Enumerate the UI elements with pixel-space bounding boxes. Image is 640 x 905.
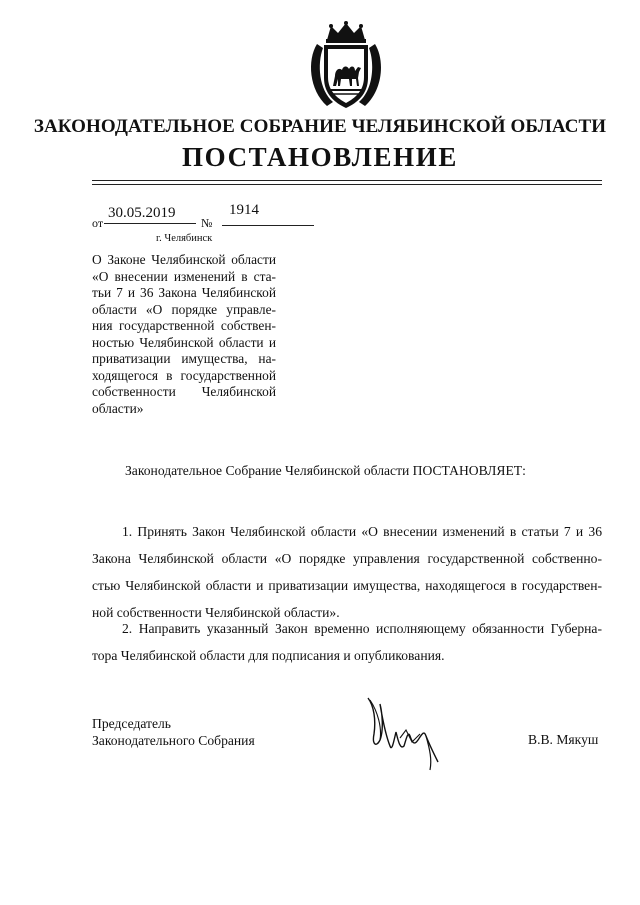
signatory-title — [92, 715, 255, 749]
number-prefix: № — [201, 216, 213, 230]
resolution-item-1 — [92, 518, 602, 626]
number-underline — [222, 225, 314, 226]
resolution-item-2 — [92, 615, 602, 669]
item-line: тора Челябинской области для подписания и опубликования. — [92, 648, 445, 663]
header-rule-thin — [92, 184, 602, 185]
subject-line: области» — [92, 400, 144, 416]
subject-line: О Законе Челябинской области — [92, 252, 276, 267]
document-subject — [92, 252, 276, 417]
handwritten-signature-icon — [360, 690, 444, 774]
city: г. Челябинск — [156, 233, 213, 244]
subject-line: собственности Челябинской — [92, 384, 276, 399]
assembly-name: ЗАКОНОДАТЕЛЬНОЕ СОБРАНИЕ ЧЕЛЯБИНСКОЙ ОБЛАСТИ — [33, 116, 607, 137]
date-underline — [104, 223, 196, 224]
subject-line: области «О порядке управле- — [92, 301, 276, 317]
item-line: Закона Челябинской области «О порядке управления государственной собственно- — [92, 551, 602, 566]
subject-line: ния государственной собствен- — [92, 318, 276, 333]
document-number: 1914 — [229, 202, 259, 218]
document-date: 30.05.2019 — [108, 205, 176, 221]
item-line: 1. Принять Закон Челябинской области «О внесении изменений в статьи 7 и 36 — [122, 524, 602, 539]
item-line: ной собственности Челябинской области». — [92, 605, 340, 620]
subject-line: ностью Челябинской области и — [92, 334, 276, 350]
date-prefix: от — [92, 216, 104, 230]
subject-line: ходящегося в государственной — [92, 367, 276, 383]
item-line: стью Челябинской области и приватизации имущества, находящегося в государствен- — [92, 578, 602, 593]
subject-line: приватизации имущества, на- — [92, 351, 276, 366]
document-type-title: ПОСТАНОВЛЕНИЕ — [182, 142, 458, 172]
subject-line: «О внесении изменений в ста- — [92, 268, 276, 284]
coat-of-arms-icon — [305, 20, 387, 112]
signatory-name: В.В. Мякуш — [528, 732, 599, 747]
subject-line: тьи 7 и 36 Закона Челябинской — [92, 285, 276, 300]
preamble: Законодательное Собрание Челябинской области ПОСТАНОВЛЯЕТ: — [125, 463, 526, 478]
header-rule — [92, 180, 602, 181]
signatory-title-line: Председатель — [92, 716, 171, 731]
signatory-title-line: Законодательного Собрания — [92, 733, 255, 748]
item-line: 2. Направить указанный Закон временно исполняющему обязанности Губерна- — [122, 621, 602, 636]
